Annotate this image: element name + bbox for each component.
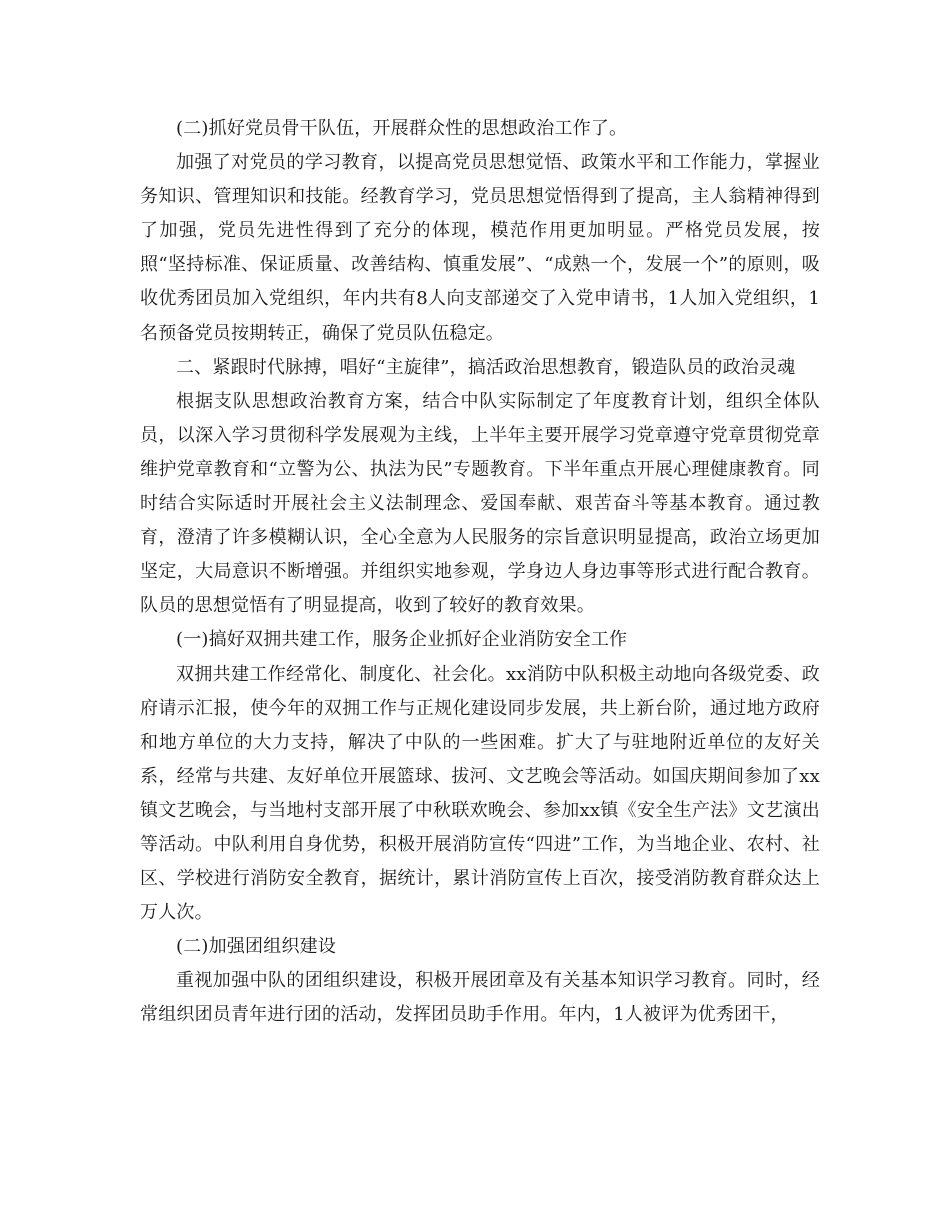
paragraph-7: (二)加强团组织建设 [176, 936, 337, 958]
paragraph-4: 根据支队思想政治教育方案，结合中队实际制定了年度教育计划，组织全体队员，以深入学习贯彻科学发展观为主线，上半年主要开展学习党章遵守党章贯彻党章维护党章教育和“立警为公、执法为民”专题教育。下半年重点开展心理健康教育。同时结合实际适时开展社会主义法制理念、爱国奉献、艰苦奋斗等基本教育。通过教育，澄清了许多模糊认识，全心全意为人民服务的宗旨意识明显提高，政治立场更加坚定，大局意识不断增强。并组织实地参观，学身边人身边事等形式进行配合教育。队员的思想觉悟有了明显提高，收到了较好的教育效果。 [140, 390, 820, 617]
paragraph-1: (二)抓好党员骨干队伍，开展群众性的思想政治工作了。 [176, 118, 628, 139]
paragraph-3: 二、紧跟时代脉搏，唱好“主旋律”，搞活政治思想教育，锻造队员的政治灵魂 [176, 356, 796, 378]
paragraph-8: 重视加强中队的团组织建设，积极开展团章及有关基本知识学习教育。同时，经常组织团员青年进行团的活动，发挥团员助手作用。年内，1人被评为优秀团干， [140, 970, 820, 1026]
paragraph-6: 双拥共建工作经常化、制度化、社会化。xx消防中队积极主动地向各级党委、政府请示汇报，使今年的双拥工作与正规化建设同步发展，共上新台阶，通过地方政府和地方单位的大力支持，解决了中队的一些困难。扩大了与驻地附近单位的友好关系，经常与共建、友好单位开展篮球、拔河、文艺晚会等活动。如国庆期间参加了xx镇文艺晚会，与当地村支部开展了中秋联欢晚会、参加xx镇《安全生产法》文艺演出等活动。中队利用自身优势，积极开展消防宣传“四进”工作，为当地企业、农村、社区、学校进行消防安全教育，据统计，累计消防宣传上百次，接受消防教育群众达上万人次。 [140, 663, 820, 924]
paragraph-2: 加强了对党员的学习教育，以提高党员思想觉悟、政策水平和工作能力，掌握业务知识、管理知识和技能。经教育学习，党员思想觉悟得到了提高，主人翁精神得到了加强，党员先进性得到了充分的体现，模范作用更加明显。严格党员发展，按照“坚持标准、保证质量、改善结构、慎重发展”、“成熟一个，发展一个”的原则，吸收优秀团员加入党组织，年内共有8人向支部递交了入党申请书，1人加入党组织，1名预备党员按期转正，确保了党员队伍稳定。 [140, 152, 820, 344]
paragraph-5: (一)搞好双拥共建工作，服务企业抓好企业消防安全工作 [176, 629, 628, 651]
